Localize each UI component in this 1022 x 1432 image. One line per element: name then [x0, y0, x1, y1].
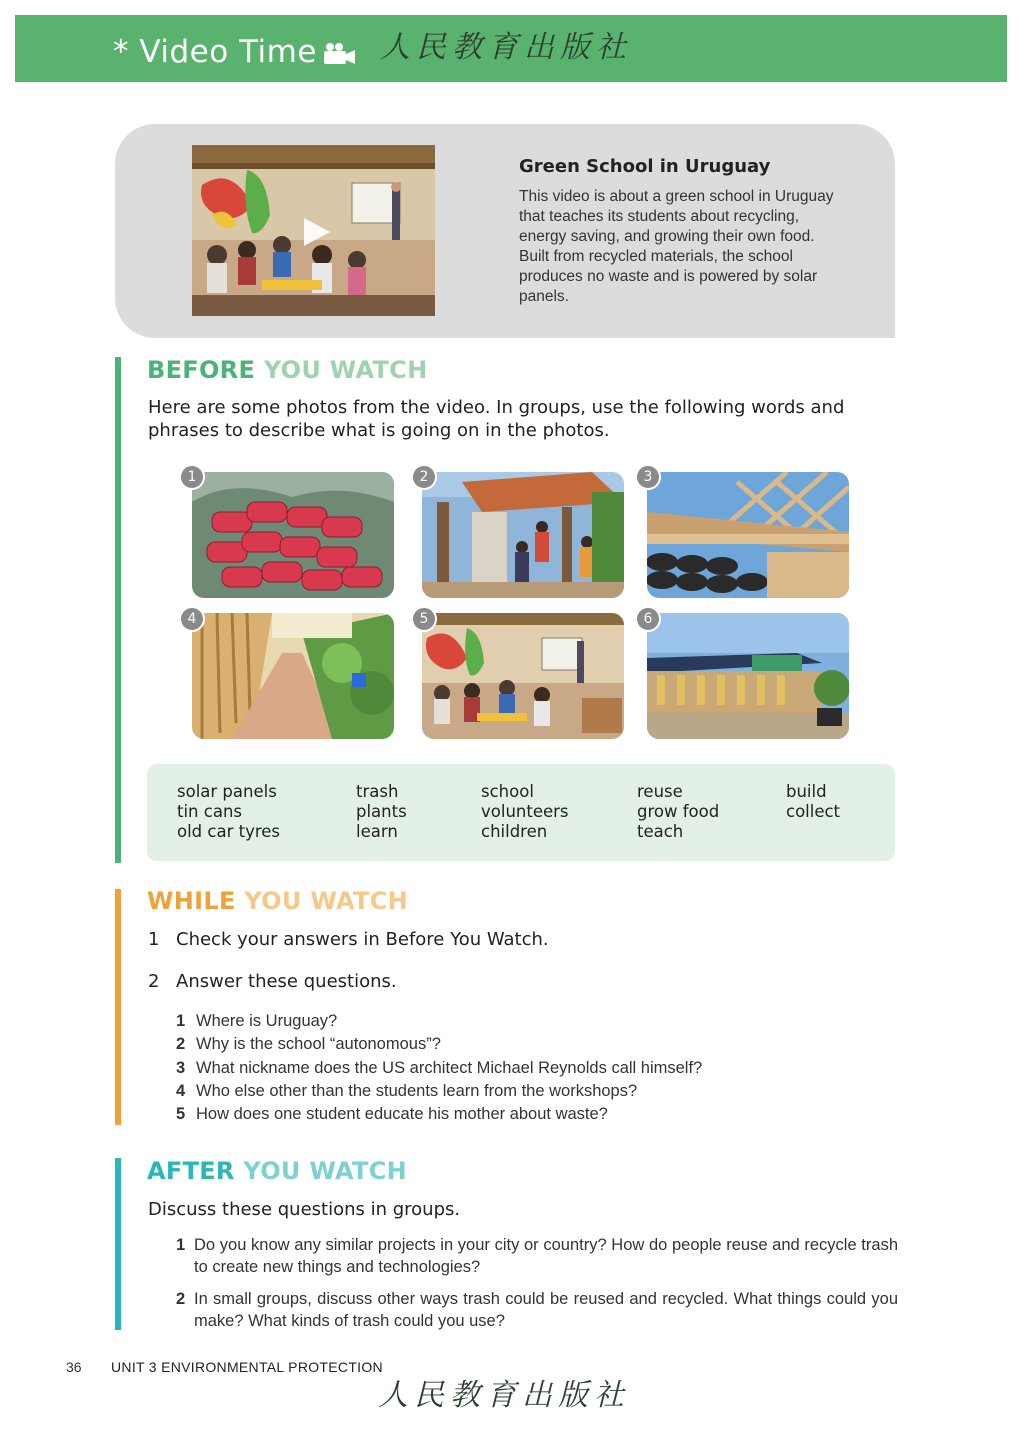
page-title: * Video Time	[113, 34, 317, 70]
photo-volunteers-building	[422, 472, 624, 598]
after-section-bar	[115, 1158, 121, 1330]
page-number: 36	[66, 1359, 82, 1375]
after-instruction: Discuss these questions in groups.	[148, 1199, 461, 1220]
while-section-title: WHILE YOU WATCH	[147, 887, 408, 915]
word-column	[786, 782, 840, 822]
list-item: 5 How does one student educate his mother about waste?	[176, 1105, 608, 1124]
list-item: 2 In small groups, discuss other ways trash could be reused and recycled. What things could you make? What kinds of trash could you use?	[176, 1290, 898, 1330]
play-icon[interactable]	[300, 216, 332, 248]
after-section-title: AFTER YOU WATCH	[147, 1157, 408, 1185]
before-instruction: Here are some photos from the video. In groups, use the following words and phrases to describe what is going on in the photos.	[148, 397, 845, 441]
photo-roof-tyres	[647, 472, 849, 598]
word-item: teach	[637, 822, 684, 841]
word-item: old car tyres	[177, 822, 281, 841]
while-question-list	[176, 1012, 702, 1128]
list-item: 2 Why is the school “autonomous”?	[176, 1035, 441, 1054]
word-column	[177, 782, 280, 842]
photo-number-badge: 4	[179, 606, 205, 632]
list-item: 1 Where is Uruguay?	[176, 1012, 338, 1030]
word-item: school	[481, 782, 534, 801]
photo-number-badge: 2	[411, 464, 437, 490]
word-column	[481, 782, 569, 842]
word-column	[637, 782, 719, 842]
photo-greenhouse-corridor	[192, 613, 394, 739]
while-task: 2 Answer these questions.	[148, 971, 397, 992]
list-item: 4 Who else other than the students learn from the workshops?	[176, 1081, 638, 1100]
word-item: tin cans	[177, 802, 242, 821]
word-item: volunteers	[481, 802, 569, 821]
word-item: solar panels	[177, 782, 277, 801]
while-task: 1 Check your answers in Before You Watch.	[148, 929, 549, 950]
word-item: grow food	[637, 802, 720, 821]
photo-number-badge: 1	[179, 464, 205, 490]
video-camera-icon	[322, 42, 356, 66]
list-item: 1 Do you know any similar projects in your city or country? How do people reuse and recycle trash to create new things and technologies?	[176, 1236, 898, 1276]
word-item: reuse	[637, 782, 683, 801]
word-item: children	[481, 822, 548, 841]
list-item: 3 What nickname does the US architect Michael Reynolds call himself?	[176, 1058, 703, 1077]
publisher-watermark: 人民教育出版社	[380, 30, 632, 65]
unit-label: UNIT 3 ENVIRONMENTAL PROTECTION	[111, 1359, 383, 1375]
word-item: build	[786, 782, 827, 801]
photo-number-badge: 3	[635, 464, 661, 490]
video-description: This video is about a green school in Uruguay that teaches its students about recycling, energy saving, and growing their own food. Built from recycled materials, the school produces no waste and is powered by solar panels.	[519, 188, 834, 305]
photo-number-badge: 5	[411, 606, 437, 632]
word-item: learn	[356, 822, 398, 841]
publisher-watermark: 人民教育出版社	[378, 1378, 630, 1413]
video-title: Green School in Uruguay	[519, 156, 771, 177]
photo-classroom	[422, 613, 624, 739]
photo-tin-cans	[192, 472, 394, 598]
word-column	[356, 782, 407, 842]
before-section-title: BEFORE YOU WATCH	[147, 356, 428, 384]
photo-number-badge: 6	[635, 606, 661, 632]
word-item: collect	[786, 802, 841, 821]
photo-solar-building	[647, 613, 849, 739]
word-item: trash	[356, 782, 399, 801]
word-item: plants	[356, 802, 407, 821]
while-section-bar	[115, 889, 121, 1125]
before-section-bar	[115, 357, 121, 863]
